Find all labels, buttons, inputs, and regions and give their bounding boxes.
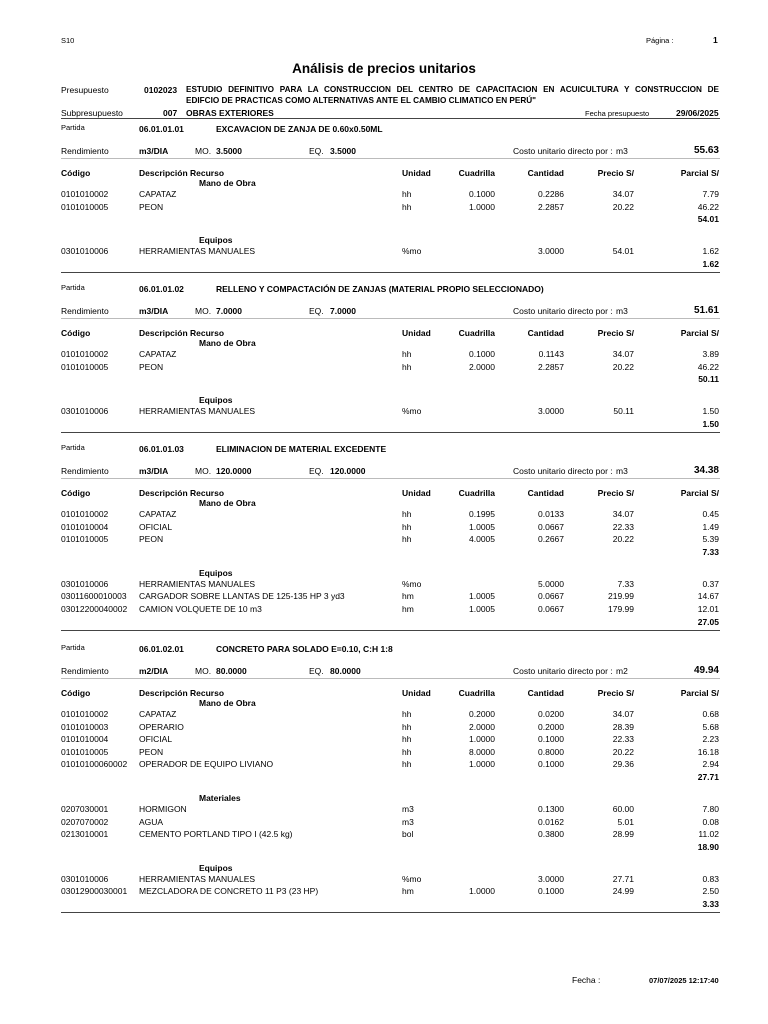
- item-descripcion: OPERADOR DE EQUIPO LIVIANO: [139, 759, 274, 770]
- group-subtotal: 18.90: [697, 841, 719, 852]
- item-unidad: hh: [402, 746, 412, 757]
- item-descripcion: HERRAMIENTAS MANUALES: [139, 578, 256, 589]
- item-parcial: 16.18: [697, 746, 719, 757]
- item-codigo: 0101010005: [61, 361, 109, 372]
- eq-label: EQ.: [309, 146, 324, 156]
- costo-unit: m2: [616, 666, 628, 676]
- costo-value: 49.94: [693, 665, 719, 676]
- col-descripcion: Descripción Recurso: [139, 488, 225, 498]
- item-cantidad: 2.2857: [538, 201, 564, 212]
- item-precio: 179.99: [608, 604, 634, 614]
- item-descripcion: CAPATAZ: [139, 709, 177, 719]
- partida-code: 06.01.01.02: [139, 284, 184, 294]
- group-subtotal: 27.05: [697, 616, 719, 627]
- item-parcial: 0.83: [702, 873, 719, 884]
- item-cantidad: 5.0000: [538, 578, 564, 589]
- presupuesto-desc-2: EDIFCIO DE PRACTICAS COMO ALTERNATIVAS ANTE EL CAMBIO CLIMATICO EN PERÚ": [186, 96, 537, 105]
- item-descripcion: AGUA: [139, 816, 164, 827]
- col-precio: Precio S/: [597, 488, 634, 498]
- item-descripcion: CAPATAZ: [139, 509, 177, 519]
- item-parcial: 12.01: [697, 604, 719, 614]
- item-codigo: 0213010001: [61, 829, 109, 840]
- item-cantidad: 0.0667: [538, 591, 564, 602]
- col-codigo: Código: [61, 488, 91, 498]
- item-codigo: 0301010006: [61, 246, 109, 257]
- costo-value: 51.61: [693, 305, 719, 316]
- mo-value: 3.5000: [216, 146, 242, 156]
- item-cantidad: 0.3800: [538, 829, 564, 840]
- item-codigo: 0301010006: [61, 873, 109, 884]
- item-unidad: hm: [402, 591, 414, 602]
- item-codigo: 0101010002: [61, 189, 109, 199]
- item-codigo: 0101010004: [61, 734, 109, 745]
- item-unidad: hh: [402, 734, 412, 745]
- item-cantidad: 0.0667: [538, 604, 564, 614]
- item-parcial: 0.68: [702, 709, 719, 719]
- item-descripcion: HERRAMIENTAS MANUALES: [139, 406, 256, 417]
- item-parcial: 0.45: [702, 509, 719, 519]
- group-name: Materiales: [199, 793, 241, 803]
- item-cantidad: 0.1143: [538, 349, 564, 359]
- group-subtotal: 3.33: [702, 899, 719, 909]
- item-unidad: hm: [402, 886, 414, 897]
- item-codigo: 0101010004: [61, 521, 109, 532]
- item-parcial: 46.22: [697, 201, 719, 212]
- rendimiento-unit: m3/DIA: [139, 146, 169, 156]
- item-parcial: 2.50: [702, 886, 719, 897]
- col-parcial: Parcial S/: [680, 488, 719, 498]
- item-parcial: 3.89: [702, 349, 719, 359]
- col-cantidad: Cantidad: [527, 488, 564, 498]
- item-unidad: hh: [402, 509, 412, 519]
- item-descripcion: PEON: [139, 361, 164, 372]
- costo-label: Costo unitario directo por :: [513, 146, 613, 156]
- item-codigo: 0207070002: [61, 816, 109, 827]
- mo-label: MO.: [195, 666, 212, 676]
- rendimiento-label: Rendimiento: [61, 306, 109, 316]
- item-precio: 22.33: [612, 734, 634, 745]
- col-codigo: Código: [61, 168, 91, 178]
- group-subtotal: 7.33: [702, 546, 719, 557]
- item-cantidad: 0.0133: [538, 509, 564, 519]
- group-subtotal: 50.11: [698, 374, 719, 385]
- item-cantidad: 0.8000: [538, 746, 564, 757]
- item-cantidad: 3.0000: [538, 873, 564, 884]
- partida-desc: EXCAVACION DE ZANJA DE 0.60x0.50ML: [216, 124, 383, 134]
- footer-fecha-label: Fecha :: [572, 975, 601, 985]
- item-parcial: 1.62: [702, 246, 719, 257]
- item-codigo: 0301010006: [61, 578, 109, 589]
- col-parcial: Parcial S/: [680, 168, 719, 178]
- col-precio: Precio S/: [597, 328, 634, 338]
- partida-label: Partida: [61, 443, 85, 452]
- group-name: Equipos: [199, 235, 233, 246]
- item-descripcion: CAPATAZ: [139, 349, 177, 359]
- item-cantidad: 0.2000: [538, 721, 564, 732]
- item-codigo: 0301010006: [61, 406, 109, 417]
- partida-divider: [61, 272, 720, 273]
- item-parcial: 0.08: [702, 816, 719, 827]
- item-parcial: 5.39: [702, 534, 719, 545]
- col-descripcion: Descripción Recurso: [139, 688, 225, 698]
- group-subtotal: 54.01: [697, 214, 719, 225]
- item-codigo: 0101010002: [61, 709, 109, 719]
- item-cuadrilla: 4.0005: [469, 534, 495, 545]
- item-descripcion: OFICIAL: [139, 521, 173, 532]
- item-cuadrilla: 1.0005: [469, 521, 495, 532]
- costo-unit: m3: [616, 466, 628, 476]
- item-cantidad: 2.2857: [538, 361, 564, 372]
- item-cuadrilla: 1.0000: [469, 759, 495, 770]
- rendimiento-unit: m3/DIA: [139, 306, 169, 316]
- item-descripcion: HORMIGON: [139, 804, 187, 814]
- item-precio: 54.01: [612, 246, 634, 257]
- col-cantidad: Cantidad: [527, 168, 564, 178]
- eq-value: 7.0000: [330, 306, 356, 316]
- group-subtotal: 1.62: [702, 258, 719, 269]
- item-cuadrilla: 1.0000: [469, 886, 495, 897]
- item-descripcion: PEON: [139, 201, 164, 212]
- item-cantidad: 0.1000: [538, 886, 564, 897]
- col-descripcion: Descripción Recurso: [139, 168, 225, 178]
- mo-label: MO.: [195, 146, 212, 156]
- subpresupuesto-desc: OBRAS EXTERIORES: [186, 108, 274, 118]
- presupuesto-label: Presupuesto: [61, 85, 109, 95]
- col-cantidad: Cantidad: [527, 328, 564, 338]
- footer-fecha: 07/07/2025 12:17:40: [649, 976, 719, 985]
- col-cuadrilla: Cuadrilla: [458, 328, 495, 338]
- item-unidad: hh: [402, 721, 412, 732]
- item-codigo: 03012200040002: [61, 604, 128, 614]
- item-cantidad: 0.1000: [538, 734, 564, 745]
- mo-value: 80.0000: [216, 666, 247, 676]
- item-parcial: 2.94: [702, 759, 719, 770]
- item-unidad: hh: [402, 521, 412, 532]
- item-unidad: %mo: [402, 873, 422, 884]
- mo-label: MO.: [195, 466, 212, 476]
- fecha-presupuesto: 29/06/2025: [676, 108, 719, 118]
- item-unidad: %mo: [402, 578, 422, 589]
- item-parcial: 0.37: [702, 578, 719, 589]
- item-precio: 28.99: [612, 829, 634, 840]
- group-name: Mano de Obra: [199, 178, 256, 188]
- item-unidad: hm: [402, 604, 414, 614]
- item-unidad: hh: [402, 759, 412, 770]
- mo-value: 120.0000: [216, 466, 252, 476]
- item-precio: 20.22: [612, 201, 634, 212]
- item-codigo: 0207030001: [61, 804, 109, 814]
- item-cantidad: 0.2286: [538, 189, 564, 199]
- partida-label: Partida: [61, 643, 85, 652]
- item-precio: 34.07: [612, 189, 634, 199]
- col-precio: Precio S/: [597, 688, 634, 698]
- item-cantidad: 3.0000: [538, 406, 564, 417]
- item-precio: 22.33: [612, 521, 634, 532]
- item-unidad: m3: [402, 816, 414, 827]
- item-codigo: 0101010002: [61, 349, 109, 359]
- presupuesto-code: 0102023: [144, 85, 178, 95]
- col-unidad: Unidad: [402, 328, 431, 338]
- group-name: Equipos: [199, 395, 233, 406]
- item-parcial: 1.50: [702, 406, 719, 417]
- col-cuadrilla: Cuadrilla: [458, 168, 495, 178]
- costo-unit: m3: [616, 306, 628, 316]
- subpresupuesto-code: 007: [163, 108, 178, 118]
- item-codigo: 0101010005: [61, 534, 109, 545]
- partida-label: Partida: [61, 123, 85, 132]
- item-unidad: hh: [402, 189, 412, 199]
- item-precio: 28.39: [612, 721, 634, 732]
- item-parcial: 1.49: [702, 521, 719, 532]
- costo-value: 55.63: [693, 145, 719, 156]
- col-cuadrilla: Cuadrilla: [458, 488, 495, 498]
- item-descripcion: HERRAMIENTAS MANUALES: [139, 246, 256, 257]
- mo-label: MO.: [195, 306, 212, 316]
- item-codigo: 0101010002: [61, 509, 109, 519]
- partida-divider: [61, 912, 720, 913]
- item-cuadrilla: 1.0005: [469, 604, 495, 614]
- item-cuadrilla: 2.0000: [469, 721, 495, 732]
- eq-label: EQ.: [309, 466, 324, 476]
- group-subtotal: 1.50: [702, 418, 719, 429]
- eq-label: EQ.: [309, 306, 324, 316]
- group-subtotal: 27.71: [697, 772, 719, 782]
- item-parcial: 7.79: [702, 189, 719, 199]
- eq-label: EQ.: [309, 666, 324, 676]
- eq-value: 80.0000: [330, 666, 361, 676]
- item-unidad: %mo: [402, 406, 422, 417]
- partida-label: Partida: [61, 283, 85, 292]
- item-precio: 219.99: [608, 591, 634, 602]
- item-cuadrilla: 2.0000: [469, 361, 495, 372]
- eq-value: 120.0000: [330, 466, 366, 476]
- item-precio: 24.99: [612, 886, 634, 897]
- col-unidad: Unidad: [402, 488, 431, 498]
- item-precio: 20.22: [612, 534, 634, 545]
- item-cuadrilla: 0.2000: [469, 709, 495, 719]
- partida-desc: RELLENO Y COMPACTACIÓN DE ZANJAS (MATERIAL PROPIO SELECCIONADO): [216, 284, 544, 294]
- item-descripcion: PEON: [139, 534, 164, 545]
- item-unidad: m3: [402, 804, 414, 814]
- col-precio: Precio S/: [597, 168, 634, 178]
- partida-divider: [61, 432, 720, 433]
- col-codigo: Código: [61, 688, 91, 698]
- item-precio: 7.33: [617, 578, 634, 589]
- rendimiento-divider: [61, 158, 720, 159]
- group-name: Mano de Obra: [199, 498, 256, 508]
- item-codigo: 0101010003: [61, 721, 109, 732]
- partida-code: 06.01.02.01: [139, 644, 184, 654]
- item-precio: 50.11: [613, 406, 634, 417]
- page-number: 1: [713, 35, 718, 45]
- system-code: S10: [61, 36, 75, 45]
- col-descripcion: Descripción Recurso: [139, 328, 225, 338]
- partida-divider: [61, 630, 720, 631]
- item-cantidad: 0.2667: [538, 534, 564, 545]
- costo-label: Costo unitario directo por :: [513, 666, 613, 676]
- item-cantidad: 3.0000: [538, 246, 564, 257]
- item-codigo: 0101010005: [61, 201, 109, 212]
- item-descripcion: HERRAMIENTAS MANUALES: [139, 873, 256, 884]
- group-name: Equipos: [199, 862, 233, 873]
- group-name: Mano de Obra: [199, 698, 256, 708]
- col-unidad: Unidad: [402, 168, 431, 178]
- item-cantidad: 0.1300: [538, 804, 564, 814]
- rendimiento-divider: [61, 478, 720, 479]
- group-name: Equipos: [199, 567, 233, 578]
- item-unidad: hh: [402, 361, 412, 372]
- item-precio: 29.36: [612, 759, 634, 770]
- item-codigo: 03012900030001: [61, 886, 128, 897]
- col-parcial: Parcial S/: [680, 688, 719, 698]
- item-precio: 20.22: [612, 361, 634, 372]
- group-name: Mano de Obra: [199, 338, 256, 348]
- partida-code: 06.01.01.03: [139, 444, 184, 454]
- col-codigo: Código: [61, 328, 91, 338]
- costo-value: 34.38: [693, 465, 719, 476]
- partida-desc: CONCRETO PARA SOLADO E=0.10, C:H 1:8: [216, 644, 393, 654]
- col-parcial: Parcial S/: [680, 328, 719, 338]
- item-parcial: 7.80: [702, 804, 719, 814]
- item-precio: 34.07: [612, 709, 634, 719]
- item-descripcion: OFICIAL: [139, 734, 173, 745]
- item-cuadrilla: 1.0000: [469, 201, 495, 212]
- partida-code: 06.01.01.01: [139, 124, 184, 134]
- item-parcial: 11.02: [698, 829, 719, 840]
- item-codigo: 03011600010003: [61, 591, 127, 602]
- costo-unit: m3: [616, 146, 628, 156]
- item-cuadrilla: 1.0005: [469, 591, 495, 602]
- rendimiento-divider: [61, 678, 720, 679]
- item-cuadrilla: 1.0000: [469, 734, 495, 745]
- rendimiento-label: Rendimiento: [61, 666, 109, 676]
- header-divider: [61, 118, 720, 119]
- item-precio: 20.22: [612, 746, 634, 757]
- item-unidad: %mo: [402, 246, 422, 257]
- mo-value: 7.0000: [216, 306, 242, 316]
- item-parcial: 2.23: [702, 734, 719, 745]
- item-cuadrilla: 0.1995: [469, 509, 495, 519]
- item-parcial: 5.68: [702, 721, 719, 732]
- item-cantidad: 0.1000: [538, 759, 564, 770]
- item-cuadrilla: 0.1000: [469, 189, 495, 199]
- col-unidad: Unidad: [402, 688, 431, 698]
- rendimiento-divider: [61, 318, 720, 319]
- item-precio: 34.07: [612, 349, 634, 359]
- item-descripcion: MEZCLADORA DE CONCRETO 11 P3 (23 HP): [139, 886, 319, 897]
- item-unidad: hh: [402, 709, 412, 719]
- rendimiento-unit: m3/DIA: [139, 466, 169, 476]
- item-descripcion: CARGADOR SOBRE LLANTAS DE 125-135 HP 3 yd3: [139, 591, 345, 602]
- item-precio: 60.00: [612, 804, 634, 814]
- costo-label: Costo unitario directo por :: [513, 466, 613, 476]
- page-title: Análisis de precios unitarios: [292, 61, 476, 76]
- item-descripcion: PEON: [139, 746, 164, 757]
- item-descripcion: CAPATAZ: [139, 189, 177, 199]
- item-cantidad: 0.0200: [538, 709, 564, 719]
- item-cuadrilla: 0.1000: [469, 349, 495, 359]
- item-parcial: 46.22: [697, 361, 719, 372]
- item-cantidad: 0.0667: [538, 521, 564, 532]
- fecha-presupuesto-label: Fecha presupuesto: [585, 109, 650, 118]
- item-precio: 27.71: [612, 873, 634, 884]
- col-cuadrilla: Cuadrilla: [458, 688, 495, 698]
- col-cantidad: Cantidad: [527, 688, 564, 698]
- item-descripcion: OPERARIO: [139, 721, 184, 732]
- item-parcial: 14.67: [697, 591, 719, 602]
- subpresupuesto-label: Subpresupuesto: [61, 108, 123, 118]
- item-unidad: hh: [402, 201, 412, 212]
- item-unidad: bol: [402, 829, 414, 840]
- rendimiento-unit: m2/DIA: [139, 666, 169, 676]
- item-precio: 5.01: [617, 816, 634, 827]
- eq-value: 3.5000: [330, 146, 356, 156]
- costo-label: Costo unitario directo por :: [513, 306, 613, 316]
- item-codigo: 01010100060002: [61, 759, 128, 770]
- item-descripcion: CEMENTO PORTLAND TIPO I (42.5 kg): [139, 829, 293, 840]
- item-unidad: hh: [402, 534, 412, 545]
- rendimiento-label: Rendimiento: [61, 146, 109, 156]
- rendimiento-label: Rendimiento: [61, 466, 109, 476]
- item-cantidad: 0.0162: [538, 816, 564, 827]
- partida-desc: ELIMINACION DE MATERIAL EXCEDENTE: [216, 444, 387, 454]
- presupuesto-desc-1: ESTUDIO DEFINITIVO PARA LA CONSTRUCCION DEL CENTRO DE CAPACITACION EN ACUICULTURA Y CONSTRUCCION DE: [186, 85, 719, 94]
- item-descripcion: CAMION VOLQUETE DE 10 m3: [139, 604, 262, 614]
- item-precio: 34.07: [612, 509, 634, 519]
- item-unidad: hh: [402, 349, 412, 359]
- item-cuadrilla: 8.0000: [469, 746, 495, 757]
- item-codigo: 0101010005: [61, 746, 109, 757]
- page-label: Página :: [646, 36, 674, 45]
